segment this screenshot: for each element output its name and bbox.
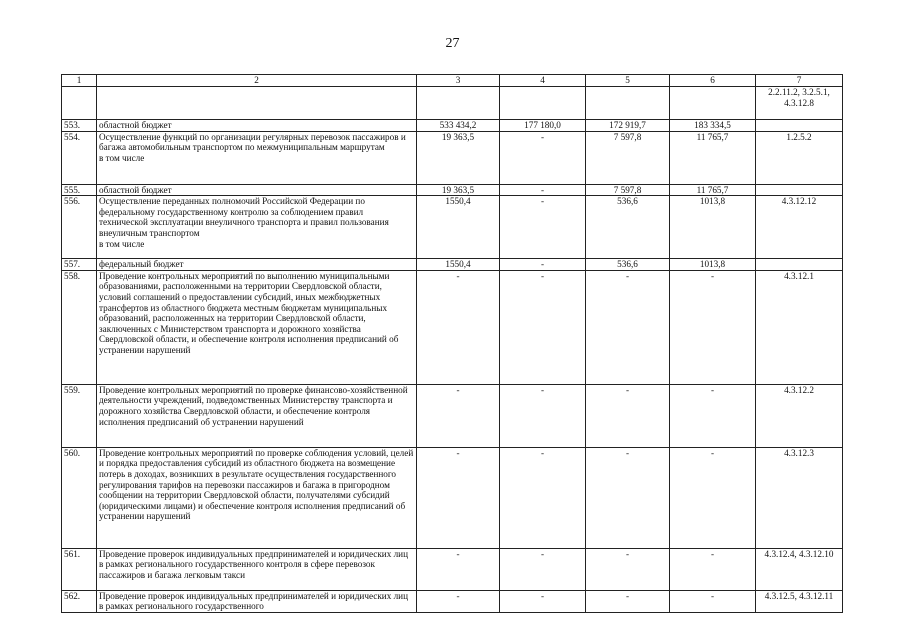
value-col-6: - bbox=[670, 270, 756, 384]
table-body bbox=[62, 75, 843, 613]
target-codes: 4.3.12.1 bbox=[756, 270, 843, 384]
row-description: Осуществление переданных полномочий Российской Федерации по федеральному государственному контролю за соблюдением правил технической эксплуатации внеуличного транспорта и правил пользования внеуличным транспортом в том числе bbox=[97, 196, 417, 259]
table-row bbox=[62, 196, 843, 259]
value-col-5: - bbox=[586, 270, 670, 384]
row-number: 560. bbox=[62, 447, 97, 548]
value-col-5: - bbox=[586, 590, 670, 612]
value-col-6 bbox=[670, 87, 756, 120]
value-col-6: 1013,8 bbox=[670, 259, 756, 271]
value-col-5: 7 597,8 bbox=[586, 184, 670, 196]
page-number: 27 bbox=[445, 36, 460, 51]
value-col-3: - bbox=[417, 590, 500, 612]
row-description: Проведение контрольных мероприятий по проверке соблюдения условий, целей и порядка предоставления субсидий из областного бюджета на возмещение потерь в доходах, возникших в результате осуществления государственного регулирования тарифов на перевозки пассажиров и багажа в пригородном сообщении на территории Свердловской области, получателями субсидий (юридическими лицами) и обеспечение контроля исполнения предписаний об устранении нарушений bbox=[97, 447, 417, 548]
value-col-5: 7 597,8 bbox=[586, 131, 670, 184]
value-col-4: - bbox=[500, 384, 586, 447]
value-col-4 bbox=[500, 87, 586, 120]
row-description: Проведение проверок индивидуальных предпринимателей и юридических лиц в рамках регионального государственного контроля в сфере перевозок пассажиров и багажа легковым такси bbox=[97, 548, 417, 590]
target-codes: 4.3.12.5, 4.3.12.11 bbox=[756, 590, 843, 612]
row-number: 553. bbox=[62, 120, 97, 132]
value-col-4: - bbox=[500, 270, 586, 384]
value-col-5: 536,6 bbox=[586, 259, 670, 271]
column-header: 7 bbox=[756, 75, 843, 87]
value-col-3: 19 363,5 bbox=[417, 131, 500, 184]
target-codes: 4.3.12.4, 4.3.12.10 bbox=[756, 548, 843, 590]
table-row bbox=[62, 120, 843, 132]
row-number: 561. bbox=[62, 548, 97, 590]
budget-table bbox=[61, 74, 843, 613]
column-header: 1 bbox=[62, 75, 97, 87]
value-col-6: 11 765,7 bbox=[670, 131, 756, 184]
row-number: 556. bbox=[62, 196, 97, 259]
target-codes: 4.3.12.12 bbox=[756, 196, 843, 259]
row-description: федеральный бюджет bbox=[97, 259, 417, 271]
value-col-4: - bbox=[500, 184, 586, 196]
table-row bbox=[62, 270, 843, 384]
column-header: 3 bbox=[417, 75, 500, 87]
value-col-3: 1550,4 bbox=[417, 259, 500, 271]
table-row bbox=[62, 447, 843, 548]
table-row bbox=[62, 548, 843, 590]
value-col-4: - bbox=[500, 259, 586, 271]
value-col-4: - bbox=[500, 590, 586, 612]
table-row bbox=[62, 131, 843, 184]
row-number: 555. bbox=[62, 184, 97, 196]
row-description: Проведение контрольных мероприятий по выполнению муниципальными образованиями, расположенными на территории Свердловской области, условий соглашений о предоставлении субсидий, иных межбюджетных трансфертов из областного бюджета местным бюджетам муниципальных образований, расположенных на территории Свердловской области, заключенных с Министерством транспорта и дорожного хозяйства Свердловской области, и обеспечение контроля исполнения предписаний об устранении нарушений bbox=[97, 270, 417, 384]
row-description bbox=[97, 87, 417, 120]
row-description: областной бюджет bbox=[97, 120, 417, 132]
value-col-5: - bbox=[586, 384, 670, 447]
column-header: 2 bbox=[97, 75, 417, 87]
table-row bbox=[62, 259, 843, 271]
table-header-row bbox=[62, 75, 843, 87]
row-description: областной бюджет bbox=[97, 184, 417, 196]
column-header: 4 bbox=[500, 75, 586, 87]
value-col-4: 177 180,0 bbox=[500, 120, 586, 132]
table-row bbox=[62, 184, 843, 196]
value-col-5: - bbox=[586, 447, 670, 548]
row-description: Осуществление функций по организации регулярных перевозок пассажиров и багажа автомобильным транспортом по межмуниципальным маршрутам в том числе bbox=[97, 131, 417, 184]
value-col-3 bbox=[417, 87, 500, 120]
target-codes bbox=[756, 120, 843, 132]
value-col-5 bbox=[586, 87, 670, 120]
value-col-5: - bbox=[586, 548, 670, 590]
value-col-3: - bbox=[417, 384, 500, 447]
row-number: 559. bbox=[62, 384, 97, 447]
table-row bbox=[62, 590, 843, 612]
value-col-6: - bbox=[670, 590, 756, 612]
column-header: 6 bbox=[670, 75, 756, 87]
column-header: 5 bbox=[586, 75, 670, 87]
value-col-6: - bbox=[670, 447, 756, 548]
target-codes: 4.3.12.2 bbox=[756, 384, 843, 447]
row-number bbox=[62, 87, 97, 120]
value-col-5: 536,6 bbox=[586, 196, 670, 259]
value-col-6: 183 334,5 bbox=[670, 120, 756, 132]
value-col-4: - bbox=[500, 196, 586, 259]
target-codes: 2.2.11.2, 3.2.5.1, 4.3.12.8 bbox=[756, 87, 843, 120]
table-row bbox=[62, 87, 843, 120]
value-col-3: - bbox=[417, 270, 500, 384]
value-col-3: 19 363,5 bbox=[417, 184, 500, 196]
target-codes bbox=[756, 184, 843, 196]
row-description: Проведение проверок индивидуальных предпринимателей и юридических лиц в рамках регионального государственного bbox=[97, 590, 417, 612]
row-number: 562. bbox=[62, 590, 97, 612]
row-number: 558. bbox=[62, 270, 97, 384]
value-col-4: - bbox=[500, 131, 586, 184]
row-number: 557. bbox=[62, 259, 97, 271]
value-col-6: - bbox=[670, 548, 756, 590]
row-number: 554. bbox=[62, 131, 97, 184]
value-col-3: - bbox=[417, 548, 500, 590]
value-col-4: - bbox=[500, 447, 586, 548]
value-col-3: 533 434,2 bbox=[417, 120, 500, 132]
value-col-6: 11 765,7 bbox=[670, 184, 756, 196]
value-col-5: 172 919,7 bbox=[586, 120, 670, 132]
value-col-3: - bbox=[417, 447, 500, 548]
target-codes: 4.3.12.3 bbox=[756, 447, 843, 548]
value-col-4: - bbox=[500, 548, 586, 590]
target-codes: 1.2.5.2 bbox=[756, 131, 843, 184]
value-col-6: 1013,8 bbox=[670, 196, 756, 259]
value-col-6: - bbox=[670, 384, 756, 447]
row-description: Проведение контрольных мероприятий по проверке финансово-хозяйственной деятельности учреждений, подведомственных Министерству транспорта и дорожного хозяйства Свердловской области, и обеспечение контроля исполнения предписаний об устранении нарушений bbox=[97, 384, 417, 447]
table-row bbox=[62, 384, 843, 447]
value-col-3: 1550,4 bbox=[417, 196, 500, 259]
target-codes bbox=[756, 259, 843, 271]
